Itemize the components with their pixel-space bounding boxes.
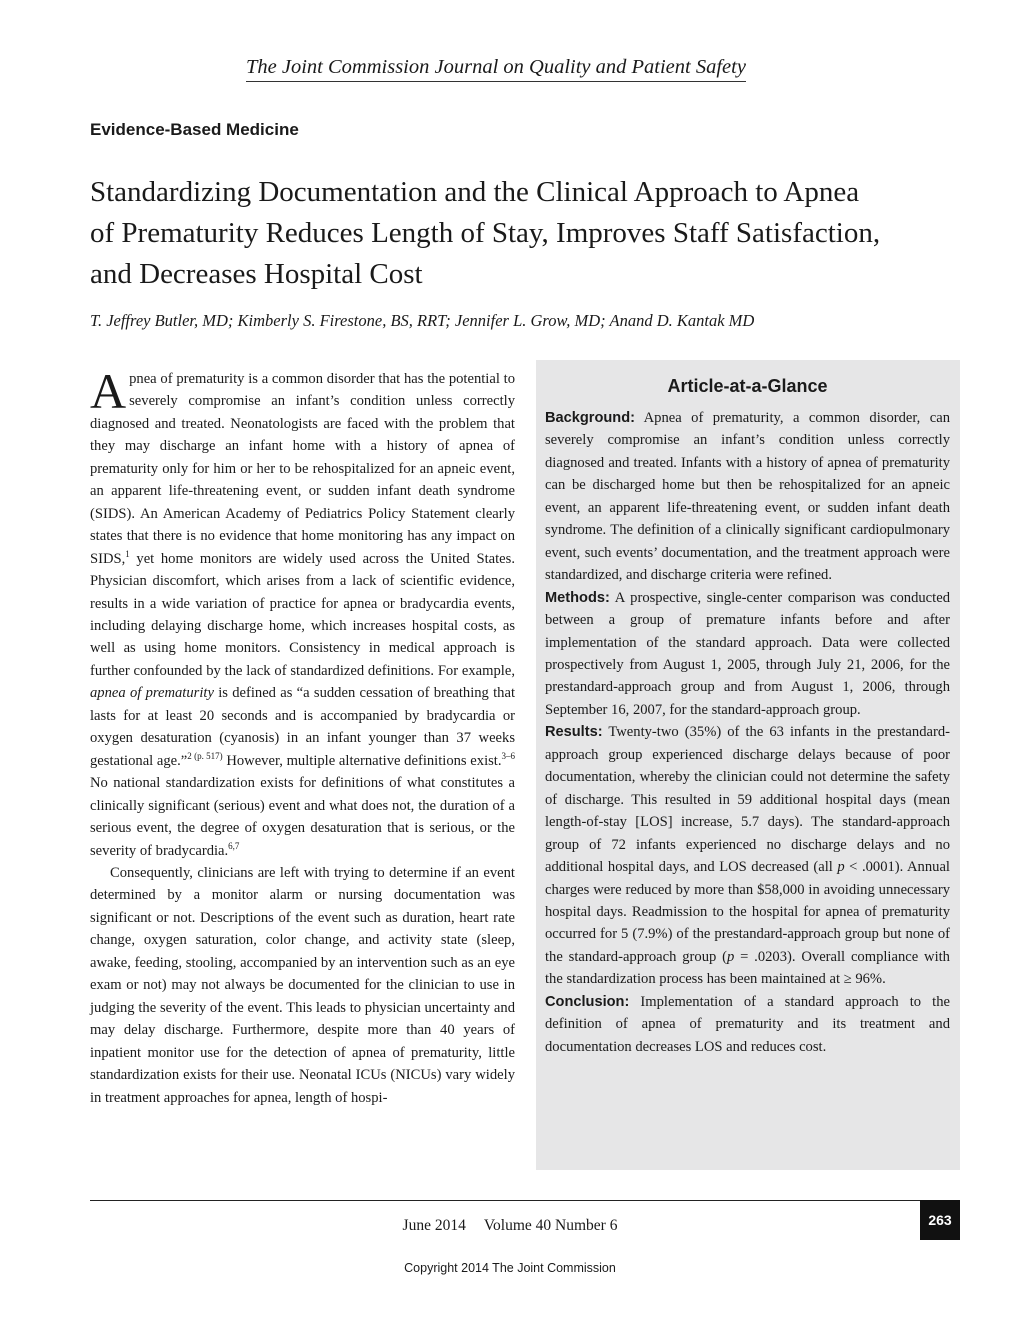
page-number: 263: [920, 1200, 960, 1240]
drop-cap: A: [90, 363, 127, 419]
issue-date: June 2014: [402, 1217, 466, 1234]
glance-conclusion: [545, 991, 950, 1058]
copyright-notice: Copyright 2014 The Joint Commission: [404, 1261, 616, 1275]
conclusion-text: Implementation of a standard approach to the definition of apnea of prematurity and its treatment and documentation decreases LOS and reduces cost.: [545, 993, 950, 1055]
title-line: Standardizing Documentation and the Clinical Approach to Apnea: [90, 176, 860, 208]
citation-ref: 1: [125, 548, 130, 559]
title-line: and Decreases Hospital Cost: [90, 258, 423, 290]
author-list: T. Jeffrey Butler, MD; Kimberly S. Firestone, BS, RRT; Jennifer L. Grow, MD; Anand D. Kantak MD: [90, 311, 755, 330]
p-value-symbol: p: [727, 948, 735, 965]
footer-rule: [90, 1200, 920, 1201]
body-paragraph: [90, 363, 516, 862]
title-line: of Prematurity Reduces Length of Stay, Improves Staff Satisfaction,: [90, 217, 881, 249]
article-body: [90, 363, 516, 1109]
methods-label: Methods:: [545, 589, 610, 606]
results-text: = .0203). Overall compliance with the standardization process has been maintained at ≥ 96%.: [545, 948, 950, 988]
issue-info: [0, 1217, 1020, 1235]
body-paragraph: Consequently, clinicians are left with trying to determine if an event determined by a monitor alarm or nursing documentation was significant or not. Descriptions of the event such as duration, heart rate change, oxygen saturation, color change, and activity state (sleep, awake, feeding, stooling, accompanied by an intervention such as an eye exam or not) may not always be documented for the clinician to use in judging the severity of the event. This leads to physician uncertainty and may delay discharge. Furthermore, despite more than 40 years of inpatient monitor use for the detection of apnea of prematurity, little standardization exists for their use. Neonatal ICUs (NICUs) vary widely in treatment approaches for apnea, length of hospi-: [90, 864, 515, 1106]
defined-term: apnea of prematurity: [90, 685, 214, 702]
citation-ref: 3–6: [501, 750, 516, 761]
glance-results: [545, 721, 950, 990]
issue-volume: Volume 40 Number 6: [483, 1217, 618, 1234]
body-text: pnea of prematurity is a common disorder that has the potential to severely compromise an infant’s condition unless correctly diagnosed and treated. Neonatologists are faced with the problem that they may discharge an infant home with a history of apnea of prematurity only for him or her to be rehospitalized for an apneic event, an apparent life-threatening event, or sudden infant death syndrome (SIDS). An American Academy of Pediatrics Policy Statement clearly states that there is no evidence that home monitoring has any impact on SIDS,: [90, 371, 515, 567]
p-value-symbol: p: [837, 859, 845, 876]
results-text: < .0001). Annual charges were reduced by more than $58,000 in avoiding unnecessary hospital days. Readmission to the hospital for apnea of prematurity occurred for 5 (7.9%) of the prestandard-approach group but none of the standard-approach group (: [545, 859, 950, 965]
body-text: However, multiple alternative definitions exist.: [222, 752, 502, 769]
glance-background: [545, 407, 950, 587]
article-title: [90, 172, 970, 295]
body-text: yet home monitors are widely used across the United States. Physician discomfort, which arises from a lack of scientific evidence, results in a wide variation of practice for apnea or bradycardia events, including delaying discharge home, which increases hospital costs, as well as using home monitors. Consistency in medical approach is further confounded by the lack of standardized definitions. For example,: [90, 550, 515, 679]
section-heading: Evidence-Based Medicine: [90, 120, 299, 139]
citation-ref: 2 (p. 517): [187, 750, 223, 761]
background-text: Apnea of prematurity, a common disorder, can severely compromise an infant’s condition unless correctly diagnosed and treated. Infants with a history of apnea of prematurity can be discharged home but then be rehospitalized for an apneic event, an apparent life-threatening event, or sudden infant death syndrome. The definition of a clinically significant cardiopulmonary event, such events’ documentation, and the treatment approach were standardized, and discharge criteria were refined.: [545, 410, 950, 584]
body-text: is defined as “a sudden cessation of breathing that lasts for at least 20 seconds and is accompanied by bradycardia or oxygen desaturation (cyanosis) in an infant younger than 37 weeks gestational age.”: [90, 685, 515, 769]
glance-methods: [545, 587, 950, 722]
body-text: No national standardization exists for definitions of what constitutes a clinically significant (serious) event and what does not, the duration of a serious event, the degree of oxygen desaturation that is serious, or the severity of bradycardia.: [90, 775, 515, 859]
methods-text: A prospective, single-center comparison was conducted between a group of premature infants before and after implementation of the standard approach. Data were collected prospectively from August 1, 2005, through July 21, 2006, for the prestandard-approach group and from August 1, 2006, through September 16, 2007, for the standard-approach group.: [545, 589, 950, 718]
citation-ref: 6,7: [228, 840, 240, 851]
results-text: Twenty-two (35%) of the 63 infants in the prestandard-approach group experienced discharge delays because of poor documentation, whereby the clinician could not determine the safety of discharge. This resulted in 59 additional hospital days (mean length-of-stay [LOS] increase, 5.7 days). The standard-approach group of 72 infants experienced no discharge delays and no additional hospital days, and LOS decreased (all: [545, 724, 950, 876]
conclusion-label: Conclusion:: [545, 993, 630, 1010]
background-label: Background:: [545, 410, 635, 426]
glance-title: Article-at-a-Glance: [667, 376, 828, 396]
journal-title: The Joint Commission Journal on Quality and Patient Safety: [246, 56, 746, 82]
article-at-a-glance-box: [536, 360, 960, 1170]
results-label: Results:: [545, 724, 603, 741]
